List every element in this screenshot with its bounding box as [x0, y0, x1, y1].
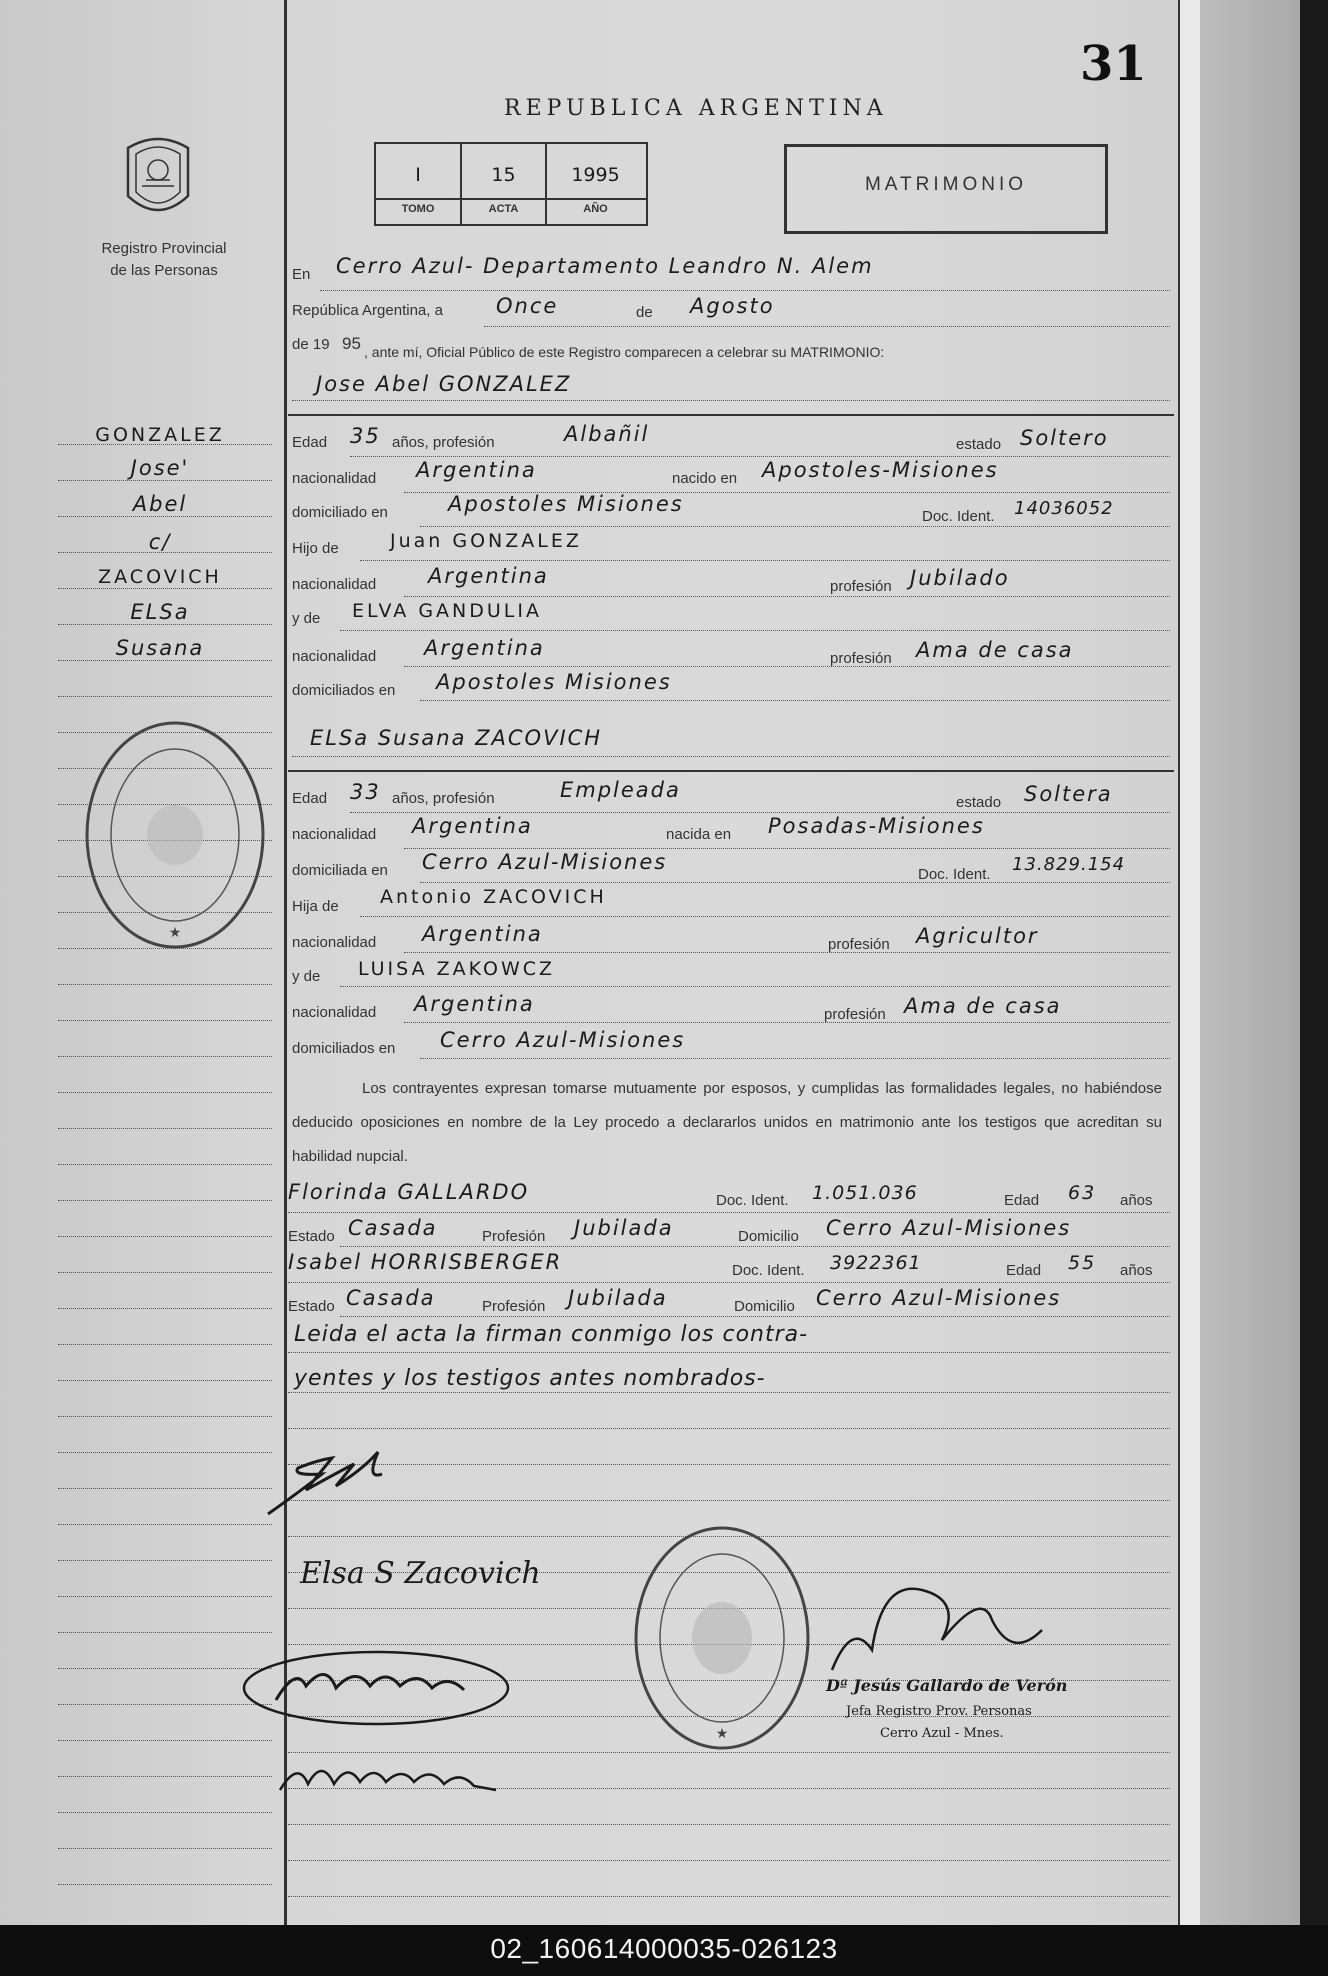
registry-name-line1: Registro Provincial	[101, 240, 227, 257]
bride-father-nationality-label: nacionalidad	[292, 934, 377, 951]
bride-nationality: Argentina	[412, 814, 533, 838]
groom-status: Soltero	[1020, 426, 1109, 450]
declaration-paragraph: Los contrayentes expresan tomarse mutuamente por esposos, y cumplidas las formalidades legales, no habiéndose deducido oposiciones en nombre de la Ley procedo a declararlos unidos en matrimonio ante los testigos que acreditan su habilidad nupcial.	[292, 1080, 1162, 1165]
bride-residence: Cerro Azul-Misiones	[422, 850, 668, 874]
groom-father-nationality-label: nacionalidad	[292, 576, 377, 593]
witness-status: Casada	[348, 1216, 438, 1240]
ceremony-day: Once	[496, 294, 559, 318]
groom-mother-nationality: Argentina	[424, 636, 545, 660]
witness-years-label: años	[1120, 1192, 1153, 1209]
bride-full-name: ELSa Susana ZACOVICH	[310, 726, 603, 750]
page-fold	[1200, 0, 1300, 1925]
bride-profession-label: años, profesión	[392, 790, 495, 807]
groom-nationality-label: nacionalidad	[292, 470, 377, 487]
groom-full-name: Jose Abel GONZALEZ	[316, 372, 572, 396]
witness-name: Florinda GALLARDO	[288, 1180, 530, 1204]
provincial-emblem-icon	[118, 128, 198, 228]
official-seal-stamp	[628, 1520, 816, 1756]
bride-father: Antonio ZACOVICH	[380, 886, 607, 908]
page-right-edge	[1178, 0, 1202, 1925]
margin-note-line: Jose'	[130, 456, 190, 480]
margin-note-line: ELSa	[130, 600, 190, 624]
record-type: MATRIMONIO	[864, 174, 1028, 195]
bride-parents-residence-label: domiciliados en	[292, 1040, 396, 1057]
registry-name-line2: de las Personas	[110, 262, 218, 279]
bride-nationality-label: nacionalidad	[292, 826, 377, 843]
groom-status-label: estado	[956, 436, 1002, 453]
bride-father-profession: Agricultor	[916, 924, 1039, 948]
bride-birthplace: Posadas-Misiones	[768, 814, 985, 838]
en-label: En	[292, 266, 311, 283]
groom-id-label: Doc. Ident.	[922, 508, 995, 525]
bride-residence-label: domiciliada en	[292, 862, 388, 879]
bride-mother: LUISA ZAKOWCZ	[358, 958, 556, 980]
acta-label: ACTA	[488, 203, 519, 215]
groom-id-number: 14036052	[1014, 498, 1114, 519]
witness-1-signature-icon	[236, 1646, 522, 1736]
ceremony-place: Cerro Azul- Departamento Leandro N. Alem	[336, 254, 874, 278]
bride-father-profession-label: profesión	[828, 936, 890, 953]
witness-profession: Jubilada	[568, 1286, 668, 1310]
bride-age-label: Edad	[292, 790, 328, 807]
official-title: Jefa Registro Prov. Personas	[846, 1704, 1032, 1719]
witness-id-number: 3922361	[830, 1252, 922, 1274]
groom-mother-profession-label: profesión	[830, 650, 892, 667]
de-label: de	[636, 304, 653, 321]
witness-residence-label: Domicilio	[734, 1298, 795, 1315]
closing-line: Leida el acta la firman conmigo los contra-	[294, 1322, 809, 1347]
witness-profession-label: Profesión	[482, 1228, 546, 1245]
tomo-value: I	[415, 164, 421, 186]
groom-son-of-label: Hijo de	[292, 540, 339, 557]
groom-profession-label: años, profesión	[392, 434, 495, 451]
year-suffix: 95	[342, 334, 361, 353]
scan-id: 02_160614000035-026123	[490, 1933, 838, 1964]
witness-status: Casada	[346, 1286, 436, 1310]
witness-name: Isabel HORRISBERGER	[288, 1250, 563, 1274]
witness-age: 55	[1068, 1252, 1097, 1274]
closing-line: yentes y los testigos antes nombrados-	[294, 1366, 766, 1391]
witness-id-number: 1.051.036	[812, 1182, 918, 1204]
margin-note-line: GONZALEZ	[95, 424, 225, 446]
groom-parents-residence-label: domiciliados en	[292, 682, 396, 699]
groom-parents-residence: Apostoles Misiones	[436, 670, 672, 694]
svg-text:★: ★	[168, 924, 182, 940]
margin-note-line: Abel	[132, 492, 188, 516]
witness-years-label: años	[1120, 1262, 1153, 1279]
official-signature-icon	[812, 1560, 1062, 1690]
groom-birthplace: Apostoles-Misiones	[762, 458, 999, 482]
bride-status: Soltera	[1024, 782, 1113, 806]
groom-mother-nationality-label: nacionalidad	[292, 648, 377, 665]
year-prefix: de 19	[292, 336, 330, 353]
official-name: Dª Jesús Gallardo de Verón	[826, 1676, 1068, 1695]
margin-note-line: Susana	[115, 636, 205, 660]
witness-id-label: Doc. Ident.	[732, 1262, 805, 1279]
witness-age-label: Edad	[1004, 1192, 1040, 1209]
groom-age: 35	[350, 424, 381, 448]
groom-mother-profession: Ama de casa	[916, 638, 1074, 662]
groom-profession: Albañil	[564, 422, 650, 446]
margin-note-line: ZACOVICH	[98, 566, 222, 588]
groom-mother: ELVA GANDULIA	[352, 600, 542, 622]
witness-profession-label: Profesión	[482, 1298, 546, 1315]
page-number: 31	[1080, 36, 1147, 92]
margin-note-line: c/	[148, 530, 172, 554]
bride-daughter-of-label: Hija de	[292, 898, 339, 915]
witness-age: 63	[1068, 1182, 1097, 1204]
bride-father-nationality: Argentina	[422, 922, 543, 946]
bride-mother-nationality: Argentina	[414, 992, 535, 1016]
bride-mother-nationality-label: nacionalidad	[292, 1004, 377, 1021]
bride-profession: Empleada	[560, 778, 681, 802]
bride-and-of-label: y de	[292, 968, 321, 985]
bride-status-label: estado	[956, 794, 1002, 811]
bride-signature: Elsa S Zacovich	[300, 1556, 541, 1591]
witness-age-label: Edad	[1006, 1262, 1042, 1279]
bride-mother-profession: Ama de casa	[904, 994, 1062, 1018]
witness-status-label: Estado	[288, 1228, 335, 1245]
witness-2-signature-icon	[274, 1746, 504, 1806]
groom-father-nationality: Argentina	[428, 564, 549, 588]
scan-footer	[0, 1925, 1328, 1976]
bride-age: 33	[350, 780, 381, 804]
groom-birthplace-label: nacido en	[672, 470, 738, 487]
groom-father-profession-label: profesión	[830, 578, 892, 595]
bride-mother-profession-label: profesión	[824, 1006, 886, 1023]
official-location: Cerro Azul - Mnes.	[880, 1726, 1004, 1741]
groom-residence-label: domiciliado en	[292, 504, 388, 521]
bride-id-label: Doc. Ident.	[918, 866, 991, 883]
country-title: REPUBLICA ARGENTINA	[504, 96, 888, 121]
witness-residence-label: Domicilio	[738, 1228, 799, 1245]
intro-statement: , ante mí, Oficial Público de este Registro comparecen a celebrar su MATRIMONIO:	[364, 344, 885, 360]
bride-id-number: 13.829.154	[1012, 854, 1126, 875]
acta-value: 15	[491, 164, 516, 186]
ano-value: 1995	[571, 164, 620, 186]
groom-and-of-label: y de	[292, 610, 321, 627]
groom-nationality: Argentina	[416, 458, 537, 482]
svg-text:★: ★	[715, 1725, 729, 1741]
witness-profession: Jubilada	[574, 1216, 674, 1240]
bride-birthplace-label: nacida en	[666, 826, 732, 843]
bride-parents-residence: Cerro Azul-Misiones	[440, 1028, 686, 1052]
ano-label: AÑO	[583, 203, 608, 215]
witness-status-label: Estado	[288, 1298, 335, 1315]
ceremony-month: Agosto	[690, 294, 775, 318]
groom-age-label: Edad	[292, 434, 328, 451]
margin-line	[284, 0, 287, 1925]
groom-signature-icon	[262, 1440, 432, 1520]
groom-father: Juan GONZALEZ	[390, 530, 582, 552]
official-seal-stamp	[80, 715, 270, 955]
groom-father-profession: Jubilado	[910, 566, 1010, 590]
witness-id-label: Doc. Ident.	[716, 1192, 789, 1209]
witness-residence: Cerro Azul-Misiones	[816, 1286, 1062, 1310]
groom-residence: Apostoles Misiones	[448, 492, 684, 516]
witness-residence: Cerro Azul-Misiones	[826, 1216, 1072, 1240]
republica-label: República Argentina, a	[292, 302, 443, 319]
tomo-label: TOMO	[401, 203, 435, 215]
